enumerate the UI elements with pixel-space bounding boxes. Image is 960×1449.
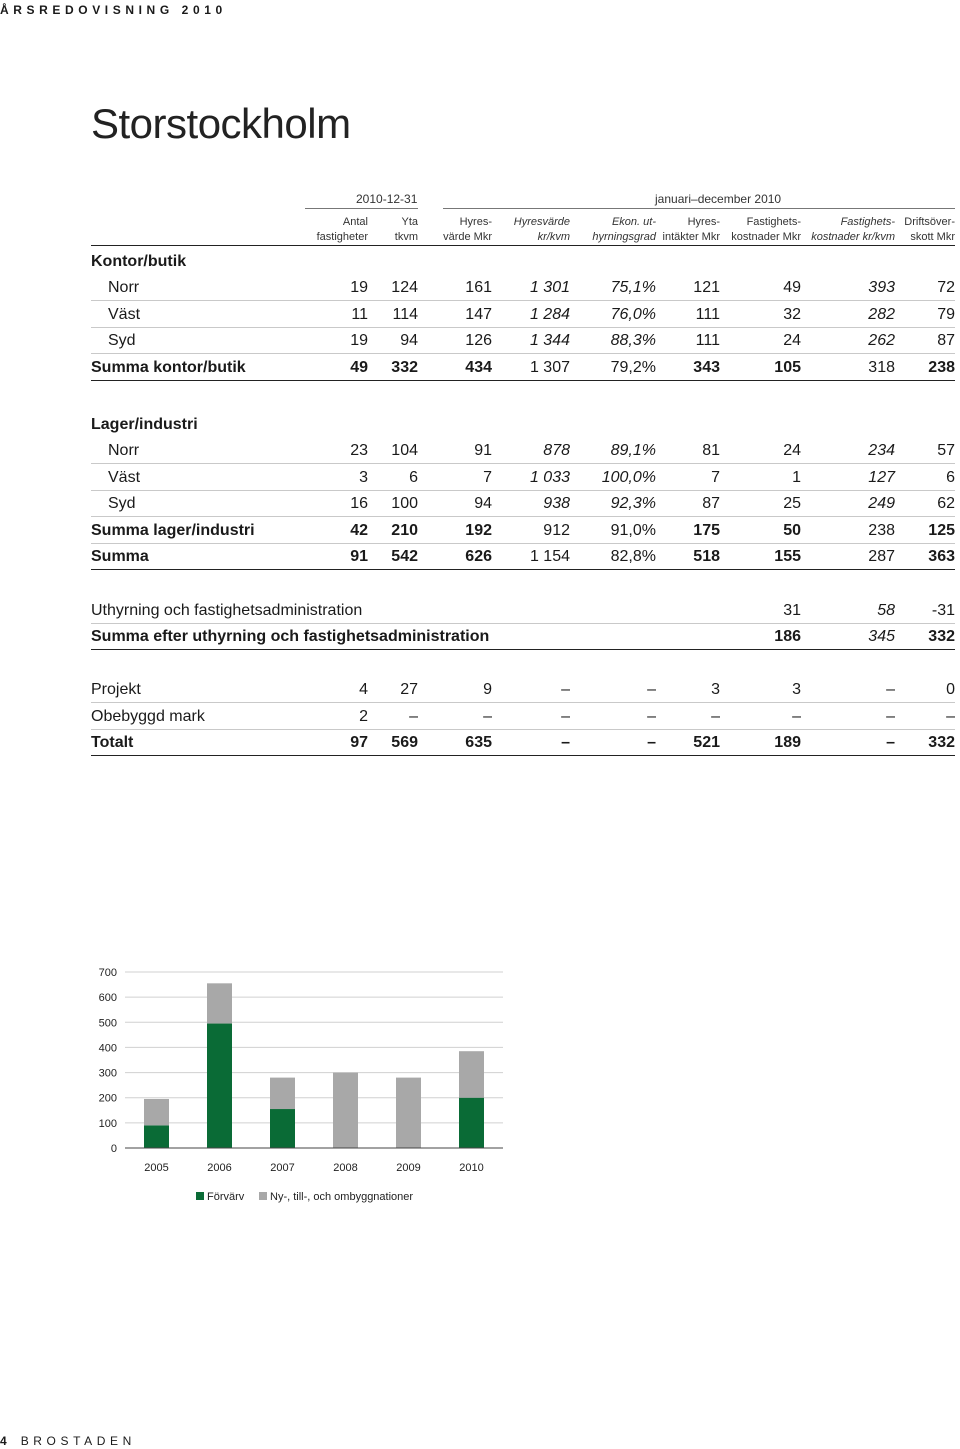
table-cell: 88,3%	[610, 332, 656, 349]
table-cell: 24	[783, 442, 801, 459]
bar-segment	[207, 1024, 232, 1148]
investment-chart	[95, 960, 515, 1210]
row-label: Uthyrning och fastighetsadministration	[91, 602, 363, 619]
table-cell: 111	[695, 332, 720, 349]
table-cell: 332	[391, 359, 418, 376]
table-cell: 6	[409, 469, 418, 486]
bar-segment	[333, 1073, 358, 1148]
y-tick-label: 0	[110, 1143, 117, 1155]
column-header	[731, 215, 801, 245]
column-header-line: Hyresvärde	[513, 216, 570, 228]
x-tick-label: 2010	[459, 1162, 484, 1174]
y-tick-label: 700	[98, 967, 117, 979]
legend-label: Ny-, till-, och ombyggnationer	[270, 1191, 414, 1203]
row-label: Summa	[91, 548, 149, 565]
row-label: Väst	[108, 306, 141, 323]
table-cell: 19	[350, 279, 368, 296]
bar-segment	[207, 983, 232, 1023]
table-cell: 24	[783, 332, 801, 349]
column-header-line: kostnader kr/kvm	[811, 231, 895, 243]
column-header-line: värde Mkr	[443, 231, 492, 243]
table-cell: –	[792, 708, 801, 725]
table-row	[91, 543, 955, 570]
column-header-line: Fastighets-	[840, 216, 895, 228]
row-label: Syd	[108, 332, 136, 349]
bar-segment	[270, 1109, 295, 1148]
column-header-line: Fastighets-	[746, 216, 801, 228]
table-cell: 121	[693, 279, 720, 296]
table-cell: 97	[350, 734, 368, 751]
table-row	[91, 464, 955, 491]
table-row	[91, 490, 955, 517]
table-row	[91, 623, 955, 650]
table-cell: 363	[928, 548, 955, 565]
investment-bar-chart	[95, 960, 515, 1210]
y-tick-label: 100	[98, 1117, 117, 1130]
column-header	[592, 215, 656, 245]
column-header-line: hyrningsgrad	[592, 231, 656, 243]
table-cell: 635	[465, 734, 492, 751]
column-header-line: Hyres-	[687, 216, 720, 228]
row-label: Syd	[108, 495, 136, 512]
table-row	[91, 327, 955, 354]
table-cell: 155	[774, 548, 801, 565]
table-cell: 189	[774, 734, 801, 751]
table-cell: 11	[351, 306, 368, 323]
table-row	[91, 703, 955, 730]
table-cell: 104	[391, 442, 418, 459]
table-cell: 125	[928, 522, 955, 539]
table-cell: 72	[937, 279, 955, 296]
table-cell: 1 284	[529, 306, 570, 323]
table-cell: 1 301	[529, 279, 570, 296]
table-cell: 345	[868, 628, 895, 645]
table-row	[91, 301, 955, 328]
table-cell: 6	[946, 469, 955, 486]
row-label: Totalt	[91, 734, 134, 751]
column-header	[514, 215, 570, 245]
table-cell: 4	[359, 681, 368, 698]
table-cell: –	[561, 734, 570, 751]
header-rule	[91, 245, 955, 246]
period-date-rule	[305, 208, 418, 209]
table-cell: 32	[783, 306, 801, 323]
x-tick-label: 2006	[207, 1162, 232, 1174]
column-header	[904, 215, 955, 245]
table-cell: 161	[465, 279, 492, 296]
column-header-line: Yta	[401, 216, 418, 228]
row-label: Summa efter uthyrning och fastighetsadministration	[91, 628, 490, 645]
section-label: Lager/industri	[91, 416, 198, 433]
table-cell: 111	[695, 306, 720, 323]
table-cell: 521	[693, 734, 720, 751]
column-header-line: fastigheter	[316, 231, 368, 243]
table-cell: 175	[693, 522, 720, 539]
table-cell: 912	[543, 522, 570, 539]
section-heading	[91, 248, 955, 274]
table-cell: 332	[928, 628, 955, 645]
table-cell: 318	[868, 359, 895, 376]
table-cell: 234	[868, 442, 895, 459]
y-tick-label: 200	[98, 1092, 117, 1105]
table-cell: –	[647, 734, 656, 751]
column-header-line: Antal	[342, 216, 368, 228]
table-cell: 82,8%	[610, 548, 656, 565]
column-header-line: skott Mkr	[910, 231, 955, 243]
table-cell: 3	[359, 469, 368, 486]
table-row	[91, 676, 955, 703]
x-tick-label: 2008	[333, 1162, 358, 1174]
column-header	[443, 215, 492, 245]
period-year-rule	[443, 208, 955, 209]
table-cell: 27	[400, 681, 418, 698]
table-cell: 87	[937, 332, 955, 349]
table-cell: –	[561, 708, 570, 725]
table-cell: 89,1%	[610, 442, 656, 459]
table-cell: 518	[693, 548, 720, 565]
section-heading	[91, 411, 955, 437]
table-cell: 3	[792, 681, 801, 698]
table-cell: 3	[711, 681, 720, 698]
period-year: januari–december 2010	[655, 192, 782, 206]
table-cell: 287	[868, 548, 895, 565]
table-cell: 147	[465, 306, 492, 323]
legend-label: Förvärv	[207, 1191, 245, 1203]
column-header	[317, 215, 368, 245]
table-cell: 9	[483, 681, 492, 698]
table-cell: 57	[937, 442, 955, 459]
table-cell: 42	[350, 522, 368, 539]
y-tick-label: 400	[98, 1042, 117, 1055]
table-cell: 249	[868, 495, 895, 512]
bar-segment	[270, 1078, 295, 1109]
brand-name: BROSTADEN	[20, 1434, 136, 1448]
table-row	[91, 354, 955, 381]
y-tick-label: 600	[98, 992, 117, 1005]
table-cell: 2	[359, 708, 368, 725]
table-cell: 79	[937, 306, 955, 323]
table-cell: 105	[774, 359, 801, 376]
table-cell: 126	[465, 332, 492, 349]
table-cell: 31	[783, 602, 801, 619]
legend-swatch	[259, 1192, 267, 1200]
table-cell: –	[409, 708, 418, 725]
row-label: Norr	[108, 442, 140, 459]
legend-swatch	[196, 1192, 204, 1200]
row-label: Väst	[108, 469, 141, 486]
bar-segment	[144, 1125, 169, 1148]
table-cell: 7	[483, 469, 492, 486]
table-cell: 25	[783, 495, 801, 512]
page-footer	[0, 1434, 136, 1448]
table-cell: 210	[391, 522, 418, 539]
table-cell: 192	[465, 522, 492, 539]
table-cell: 100	[391, 495, 418, 512]
table-cell: –	[886, 734, 895, 751]
table-cell: 114	[392, 306, 418, 323]
table-cell: 343	[693, 359, 720, 376]
column-header-line: intäkter Mkr	[662, 231, 720, 243]
table-cell: 238	[868, 522, 895, 539]
table-cell: –	[561, 681, 570, 698]
table-cell: –	[647, 681, 656, 698]
table-cell: 23	[350, 442, 368, 459]
bar-segment	[144, 1099, 169, 1125]
table-cell: 434	[465, 359, 492, 376]
column-header	[811, 215, 895, 245]
table-cell: 49	[783, 279, 801, 296]
table-row	[91, 597, 955, 624]
row-label: Projekt	[91, 681, 141, 698]
table-cell: 1 307	[529, 359, 570, 376]
table-cell: 332	[928, 734, 955, 751]
table-cell: 569	[391, 734, 418, 751]
page-number: 4	[0, 1434, 7, 1448]
column-header-line: Ekon. ut-	[611, 216, 656, 228]
table-cell: 92,3%	[610, 495, 656, 512]
table-cell: 393	[868, 279, 895, 296]
bar-segment	[396, 1078, 421, 1148]
column-header-line: kostnader Mkr	[731, 231, 801, 243]
table-cell: 127	[868, 469, 895, 486]
table-cell: 91,0%	[610, 522, 656, 539]
table-cell: 81	[702, 442, 720, 459]
table-cell: 75,1%	[610, 279, 656, 296]
table-cell: 87	[702, 495, 720, 512]
table-cell: 1 344	[529, 332, 570, 349]
row-label: Obebyggd mark	[91, 708, 205, 725]
table-cell: 16	[350, 495, 368, 512]
y-tick-label: 300	[98, 1067, 117, 1080]
table-cell: 878	[543, 442, 570, 459]
table-cell: –	[647, 708, 656, 725]
table-row	[91, 437, 955, 464]
table-cell: 19	[350, 332, 368, 349]
table-cell: –	[886, 708, 895, 725]
table-cell: 49	[350, 359, 368, 376]
table-cell: 7	[711, 469, 720, 486]
table-row	[91, 517, 955, 544]
table-cell: 79,2%	[610, 359, 656, 376]
table-cell: 91	[474, 442, 492, 459]
table-cell: 100,0%	[601, 469, 656, 486]
table-cell: 282	[868, 306, 895, 323]
x-tick-label: 2005	[144, 1162, 169, 1174]
table-cell: 76,0%	[610, 306, 656, 323]
table-cell: 1 154	[529, 548, 570, 565]
table-cell: –	[483, 708, 492, 725]
table-cell: 262	[868, 332, 895, 349]
table-cell: –	[711, 708, 720, 725]
table-cell: -31	[931, 602, 955, 619]
column-header-line: kr/kvm	[537, 231, 570, 243]
x-tick-label: 2007	[270, 1162, 295, 1174]
table-row	[91, 729, 955, 756]
table-cell: 938	[543, 495, 570, 512]
row-label: Summa lager/industri	[91, 522, 255, 539]
column-header-line: Driftsöver-	[904, 216, 955, 228]
table-cell: 62	[937, 495, 955, 512]
table-cell: 94	[400, 332, 418, 349]
report-kicker: ÅRSREDOVISNING 2010	[0, 3, 227, 17]
row-label: Summa kontor/butik	[91, 359, 246, 376]
column-header	[663, 215, 720, 245]
table-cell: –	[946, 708, 955, 725]
table-cell: 238	[928, 359, 955, 376]
table-cell: 91	[350, 548, 368, 565]
bar-segment	[459, 1098, 484, 1148]
column-header	[395, 215, 418, 245]
bar-segment	[459, 1051, 484, 1098]
table-cell: 542	[391, 548, 418, 565]
table-cell: 186	[774, 628, 801, 645]
row-label: Norr	[108, 279, 140, 296]
y-tick-label: 500	[98, 1017, 117, 1030]
table-cell: 1	[792, 469, 801, 486]
table-row	[91, 274, 955, 301]
table-cell: 94	[474, 495, 492, 512]
x-tick-label: 2009	[396, 1162, 421, 1174]
page-title: Storstockholm	[91, 100, 351, 147]
table-cell: 124	[391, 279, 418, 296]
column-header-line: Hyres-	[459, 216, 492, 228]
section-label: Kontor/butik	[91, 253, 187, 270]
table-cell: 1 033	[529, 469, 570, 486]
table-cell: –	[886, 681, 895, 698]
table-cell: 50	[783, 522, 801, 539]
period-date: 2010-12-31	[356, 192, 418, 206]
table-cell: 0	[946, 681, 955, 698]
table-cell: 626	[465, 548, 492, 565]
column-header-line: tkvm	[394, 231, 418, 243]
table-cell: 58	[877, 602, 895, 619]
